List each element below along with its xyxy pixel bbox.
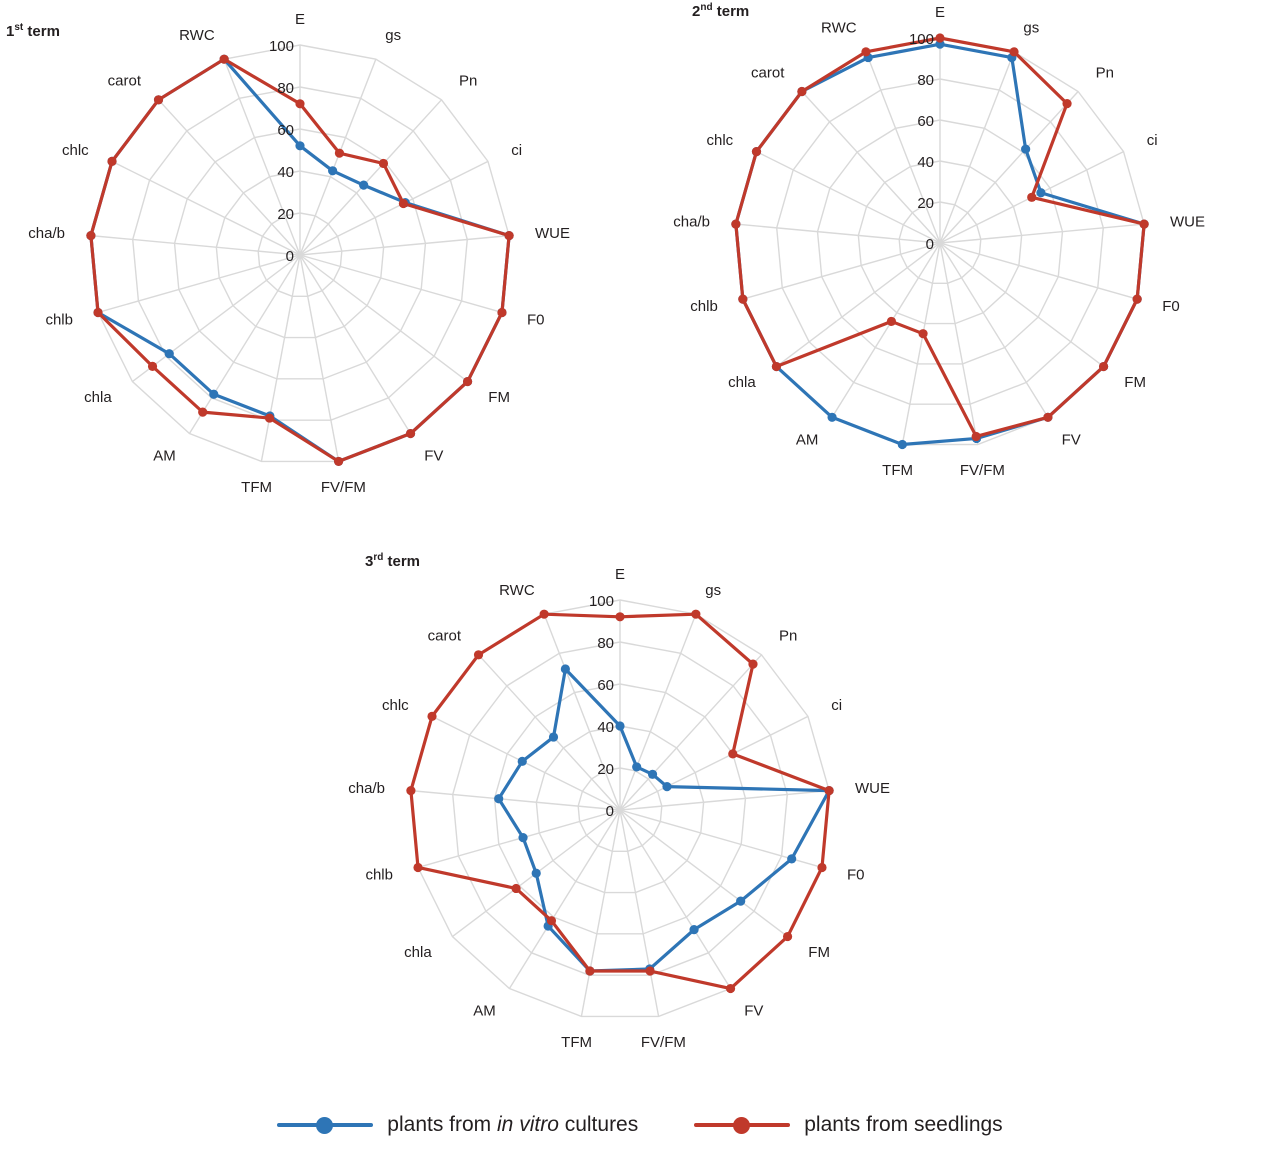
axis-label: chla [84, 389, 112, 407]
panel-title-3rd-term [365, 552, 420, 570]
radial-tick-label: 40 [597, 719, 614, 736]
axis-label: TFM [241, 479, 273, 496]
axis-label: chlb [45, 311, 73, 329]
axis-label: chlc [62, 141, 89, 159]
axis-label: RWC [821, 19, 857, 37]
radial-tick-label: 60 [277, 122, 294, 139]
axis-label: FV/FM [640, 1034, 686, 1051]
radial-tick-label: 100 [268, 38, 294, 55]
axis-label: TFM [561, 1034, 593, 1051]
radial-tick-label: 0 [605, 803, 614, 820]
axis-label: chla [728, 374, 756, 392]
axis-label: cha/b [348, 780, 385, 798]
axis-label: chlb [365, 866, 393, 884]
axis-label: TFM [882, 462, 914, 480]
axis-label: WUE [535, 225, 570, 243]
radial-tick-label: 40 [917, 154, 934, 171]
panel-title-word: term [23, 23, 60, 40]
radial-tick-label: 60 [597, 677, 614, 694]
panel-title-2nd-term [692, 2, 749, 20]
axis-label: Pn [1095, 64, 1114, 82]
axis-label: F0 [847, 866, 865, 884]
axis-label: AM [795, 431, 819, 449]
axis-label: chlc [706, 132, 734, 149]
axis-label: FV/FM [320, 479, 366, 496]
radial-tick-label: 0 [925, 236, 934, 253]
panel-title-number: 1 [6, 23, 15, 40]
axis-label: carot [427, 627, 461, 645]
radial-tick-label: 80 [597, 635, 614, 652]
radar-chart-1st-term [0, 0, 620, 530]
panel-title-number: 2 [692, 3, 701, 20]
radial-tick-label: 60 [917, 113, 934, 130]
axis-label: ci [1146, 132, 1158, 149]
radial-tick-label: 20 [917, 195, 934, 212]
legend-label-seedlings: plants from seedlings [804, 1113, 1003, 1136]
radar-svg-1 [0, 0, 620, 530]
axis-label: chlb [690, 298, 718, 316]
radial-tick-label: 100 [908, 31, 934, 48]
axis-label: F0 [1162, 298, 1180, 316]
radial-tick-label: 100 [588, 593, 614, 610]
axis-label: FM [488, 389, 510, 407]
legend-label-in-vitro: plants from in vitro cultures [387, 1113, 639, 1136]
radar-chart-2nd-term [640, 0, 1260, 530]
axis-label: ci [831, 696, 843, 714]
axis-label: WUE [855, 780, 890, 798]
axis-label: gs [385, 26, 402, 44]
axis-label: AM [153, 447, 176, 465]
radar-chart-3rd-term [310, 540, 930, 1080]
axis-label: RWC [179, 26, 215, 44]
axis-label: Pn [779, 627, 798, 645]
axis-label: F0 [527, 311, 545, 329]
legend-item-seedlings [694, 1113, 1002, 1137]
axis-label: ci [511, 141, 523, 159]
radial-tick-label: 20 [277, 206, 294, 223]
radial-tick-label: 80 [277, 80, 294, 97]
axis-label: FM [808, 944, 830, 962]
axis-label: cha/b [28, 225, 65, 243]
panel-title-number: 3 [365, 553, 374, 570]
axis-label: E [934, 4, 946, 21]
axis-label: E [294, 11, 306, 28]
axis-label: gs [1023, 19, 1040, 37]
panel-title-1st-term [6, 22, 60, 40]
panel-title-ordinal: st [14, 22, 24, 33]
axis-label: FV/FM [959, 462, 1005, 480]
radial-tick-label: 0 [285, 248, 294, 265]
panel-title-ordinal: rd [373, 552, 384, 563]
axis-label: carot [751, 64, 785, 82]
axis-label: chla [404, 944, 432, 962]
legend-swatch-in-vitro [277, 1115, 373, 1135]
axis-label: WUE [1170, 213, 1205, 231]
axis-label: chlc [382, 696, 409, 714]
radar-svg-2 [640, 0, 1260, 530]
panel-title-word: term [712, 3, 750, 20]
radial-tick-label: 40 [277, 164, 294, 181]
radar-svg-3 [310, 540, 930, 1080]
legend-item-in-vitro [277, 1113, 638, 1137]
axis-label: E [614, 566, 626, 583]
chart-legend [0, 1090, 1280, 1160]
panel-title-ordinal: nd [700, 2, 713, 13]
axis-label: FV [1061, 431, 1081, 449]
panel-title-word: term [383, 553, 421, 570]
axis-label: FV [424, 447, 444, 465]
axis-label: cha/b [673, 213, 710, 231]
axis-label: gs [705, 581, 722, 599]
axis-label: AM [473, 1002, 496, 1020]
legend-swatch-seedlings [694, 1115, 790, 1135]
radial-tick-label: 80 [917, 72, 934, 89]
axis-label: FM [1124, 374, 1146, 392]
axis-label: RWC [499, 581, 535, 599]
axis-label: carot [107, 72, 141, 90]
radial-tick-label: 20 [597, 761, 614, 778]
axis-label: FV [744, 1002, 764, 1020]
axis-label: Pn [459, 72, 478, 90]
